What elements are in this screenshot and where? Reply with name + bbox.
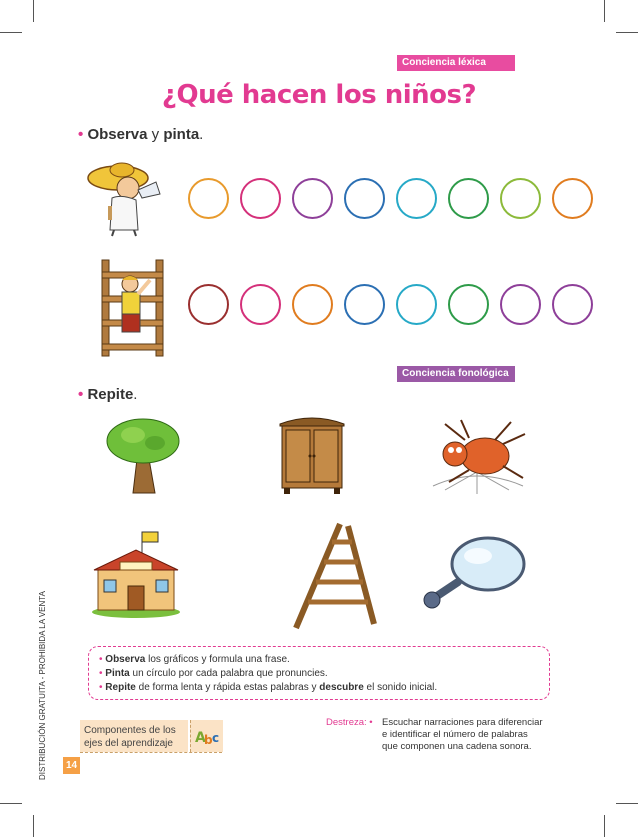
crop-mark	[616, 32, 638, 33]
instruction-word: pinta	[163, 126, 200, 143]
paint-circle[interactable]	[552, 178, 593, 219]
tag-conciencia-fonologica: Conciencia fonológica	[397, 366, 515, 382]
note-text: un círculo por cada palabra que pronuncies.	[129, 668, 328, 679]
crop-mark	[33, 0, 34, 22]
spider-image	[425, 416, 529, 496]
stepladder-image	[280, 520, 380, 630]
svg-text:b: b	[204, 733, 213, 747]
page-number: 14	[63, 757, 80, 774]
distribution-notice: DISTRIBUCIÓN GRATUITA - PROHIBIDA LA VENTA	[38, 591, 47, 780]
note-bold: Observa	[105, 654, 146, 665]
instruction-end: .	[133, 386, 138, 403]
tag-conciencia-lexica: Conciencia léxica	[397, 55, 515, 71]
note-line-2: • Pinta un círculo por cada palabra que pronuncies.	[99, 668, 328, 679]
paint-circle[interactable]	[448, 178, 489, 219]
crop-mark	[604, 0, 605, 22]
instruction-repite	[78, 386, 137, 403]
crop-mark	[33, 815, 34, 837]
paint-circle[interactable]	[292, 284, 333, 325]
crop-mark	[616, 803, 638, 804]
note-bold: Pinta	[105, 668, 130, 679]
components-label: Componentes de los ejes del aprendizaje	[80, 720, 188, 752]
abc-icon	[190, 720, 223, 752]
tree-image	[103, 415, 183, 495]
paint-circle[interactable]	[240, 284, 281, 325]
destreza-line: e identificar el número de palabras	[382, 729, 528, 740]
instruction-word: Observa	[87, 126, 148, 143]
crop-mark	[0, 32, 22, 33]
page-title: ¿Qué hacen los niños?	[161, 80, 477, 110]
paint-circle[interactable]	[344, 284, 385, 325]
bullet: •	[78, 386, 84, 403]
paint-circle[interactable]	[188, 178, 229, 219]
instruction-word: Repite	[87, 386, 134, 403]
note-bold: Repite	[105, 682, 136, 693]
crop-mark	[0, 803, 22, 804]
paint-circle[interactable]	[396, 178, 437, 219]
paint-circle[interactable]	[552, 284, 593, 325]
note-bold: descubre	[319, 682, 364, 693]
svg-text:c: c	[212, 731, 220, 745]
paint-circle[interactable]	[396, 284, 437, 325]
paint-circle[interactable]	[448, 284, 489, 325]
school-image	[90, 528, 182, 620]
paint-circle[interactable]	[500, 178, 541, 219]
note-text: de forma lenta y rápida estas palabras y	[135, 682, 320, 693]
girl-drinking-image	[82, 158, 182, 238]
bullet: •	[78, 126, 84, 143]
paint-circle[interactable]	[500, 284, 541, 325]
paint-circle[interactable]	[240, 178, 281, 219]
child-climbing-ladder-image	[92, 258, 182, 358]
instruction-observa	[78, 126, 203, 143]
destreza-line: que componen una cadena sonora.	[382, 741, 532, 752]
teacher-notes-box	[88, 646, 550, 700]
magnifying-glass-image	[418, 532, 528, 612]
svg-text:A: A	[195, 730, 206, 746]
note-line-1: • Observa los gráficos y formula una frase.	[99, 654, 290, 665]
wardrobe-image	[274, 412, 350, 496]
destreza-line: Escuchar narraciones para diferenciar	[382, 717, 543, 728]
paint-circle[interactable]	[292, 178, 333, 219]
crop-mark	[604, 815, 605, 837]
instruction-word: y	[147, 126, 164, 143]
instruction-end: .	[199, 126, 204, 143]
paint-circle[interactable]	[188, 284, 229, 325]
paint-circle[interactable]	[344, 178, 385, 219]
divider	[80, 752, 222, 753]
destreza-block	[326, 717, 543, 752]
note-text: el sonido inicial.	[363, 682, 438, 693]
note-text: los gráficos y formula una frase.	[145, 654, 290, 665]
bullet: •	[369, 717, 373, 728]
note-line-3: • Repite de forma lenta y rápida estas palabras y descubre el sonido inicial.	[99, 682, 438, 693]
destreza-label: Destreza:	[326, 717, 367, 728]
